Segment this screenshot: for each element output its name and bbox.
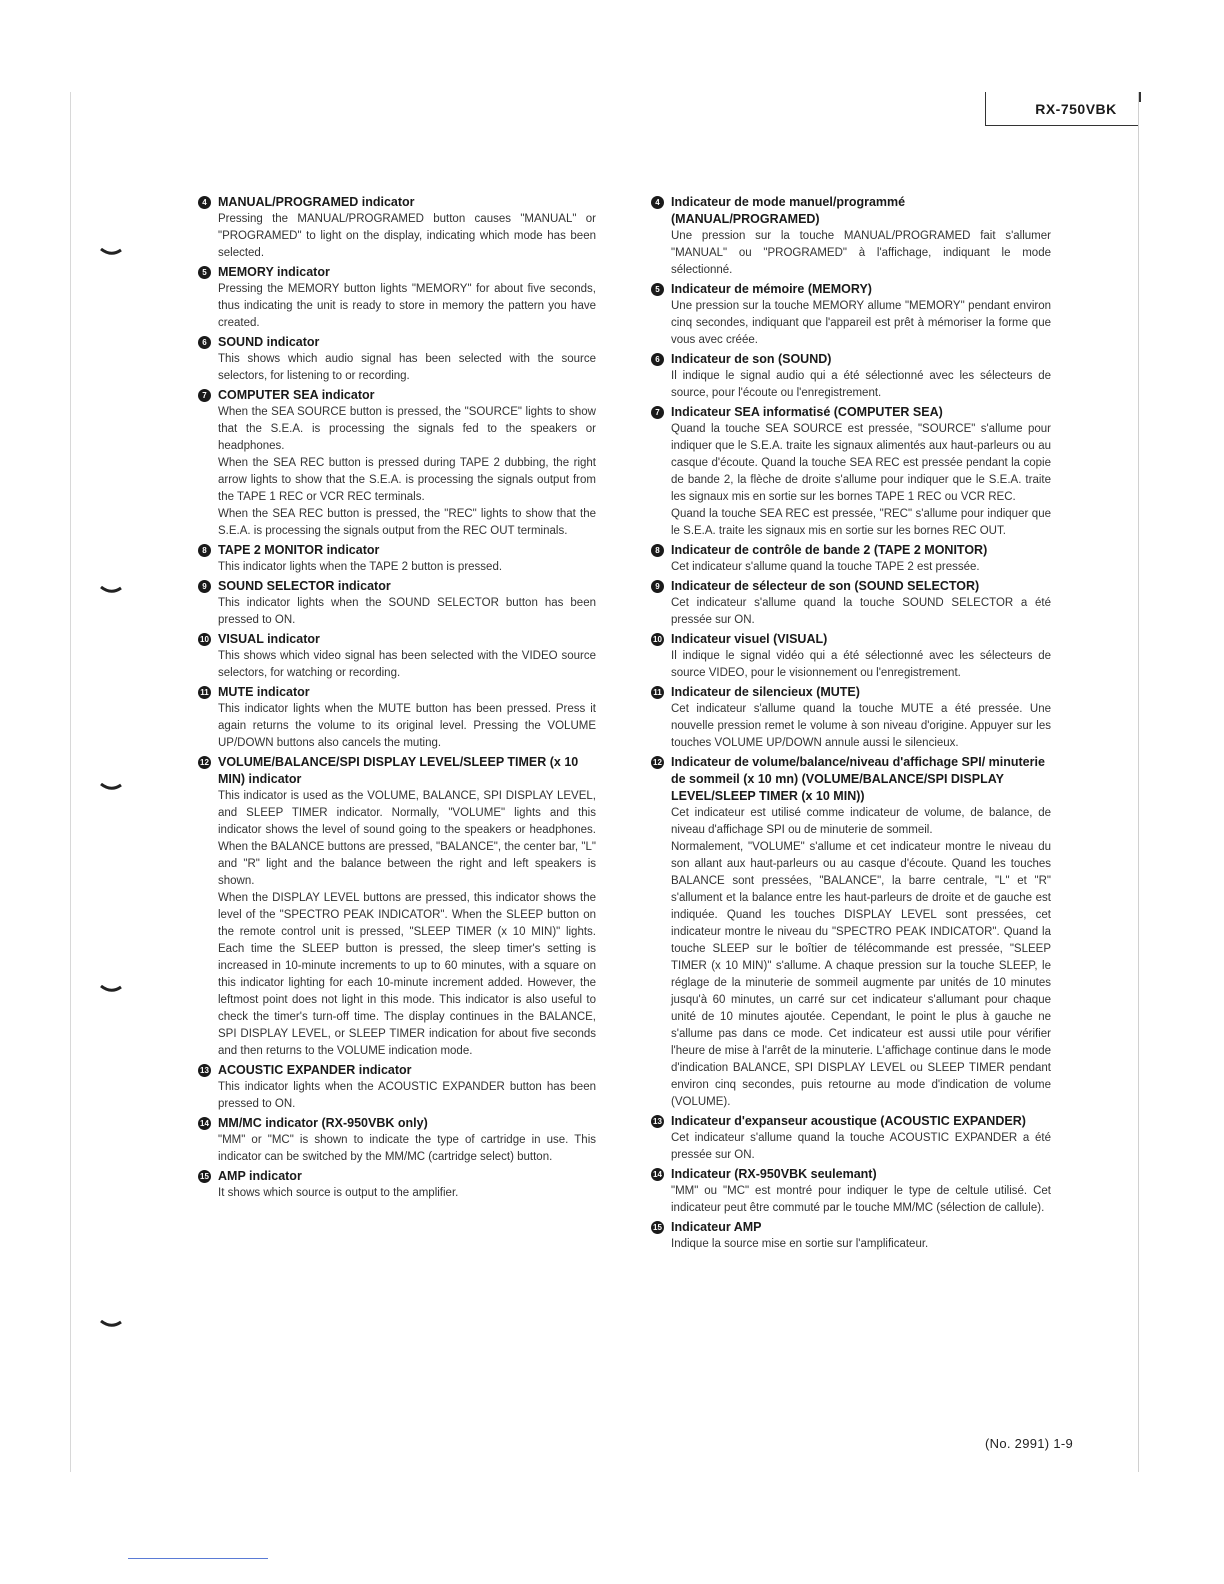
description-paragraph: Pressing the MEMORY button lights "MEMORY" for about five seconds, thus indicating the unit is ready to store in memory the pattern you have created. — [218, 283, 596, 329]
indicator-heading — [198, 578, 596, 595]
item-number-badge: 9 — [198, 580, 211, 593]
indicator-title: Indicateur de mode manuel/programmé (MANUAL/PROGRAMED) — [671, 195, 906, 226]
indicator-title: MUTE indicator — [218, 685, 310, 699]
indicator-entry — [651, 1219, 1051, 1253]
indicator-title: MEMORY indicator — [218, 265, 330, 279]
binder-hole-mark — [100, 783, 122, 793]
indicator-description — [671, 595, 1051, 629]
indicator-heading — [198, 387, 596, 404]
indicator-entry — [651, 194, 1051, 279]
indicator-entry — [198, 631, 596, 682]
indicator-description — [671, 805, 1051, 1111]
binder-hole-mark — [100, 586, 122, 596]
indicator-heading — [198, 264, 596, 281]
indicator-entry — [198, 542, 596, 576]
item-number-badge: 13 — [198, 1064, 211, 1077]
indicator-description — [218, 211, 596, 262]
indicator-heading — [198, 684, 596, 701]
description-paragraph: "MM" or "MC" is shown to indicate the type of cartridge in use. This indicator can be switched by the MM/MC (cartridge select) button. — [218, 1134, 596, 1163]
indicator-description — [218, 281, 596, 332]
page-number: (No. 2991) 1-9 — [985, 1436, 1074, 1451]
description-paragraph: This indicator lights when the SOUND SELECTOR button has been pressed to ON. — [218, 597, 596, 626]
indicator-heading — [198, 194, 596, 211]
description-paragraph: Cet indicateur est utilisé comme indicateur de volume, de balance, de niveau d'affichage SPI ou de minuterie de sommeil. — [671, 807, 1051, 836]
item-number-badge: 6 — [651, 353, 664, 366]
item-number-badge: 15 — [651, 1221, 664, 1234]
indicator-entry — [198, 684, 596, 752]
item-number-badge: 11 — [198, 686, 211, 699]
item-number-badge: 10 — [651, 633, 664, 646]
indicator-heading — [651, 404, 1051, 421]
indicator-description — [218, 1185, 596, 1202]
description-paragraph: Une pression sur la touche MEMORY allume "MEMORY" pendant environ cinq secondes, indiquant que l'appareil est prêt à mémoriser la forme que vous avec créée. — [671, 300, 1051, 346]
indicator-title: Indicateur de contrôle de bande 2 (TAPE 2 MONITOR) — [671, 543, 988, 557]
indicator-heading — [651, 1113, 1051, 1130]
item-number-badge: 7 — [198, 389, 211, 402]
indicator-title: Indicateur de sélecteur de son (SOUND SELECTOR) — [671, 579, 980, 593]
description-paragraph: Cet indicateur s'allume quand la touche ACOUSTIC EXPANDER a été pressée sur ON. — [671, 1132, 1051, 1161]
indicator-heading — [651, 684, 1051, 701]
indicator-title: Indicateur SEA informatisé (COMPUTER SEA) — [671, 405, 943, 419]
description-paragraph: Indique la source mise en sortie sur l'amplificateur. — [671, 1238, 929, 1250]
binder-hole-mark — [100, 248, 122, 258]
item-number-badge: 14 — [198, 1117, 211, 1130]
item-number-badge: 4 — [651, 196, 664, 209]
indicator-title: SOUND SELECTOR indicator — [218, 579, 391, 593]
page-edge-right — [1138, 92, 1139, 1472]
indicator-heading — [651, 754, 1051, 805]
indicator-entry — [651, 754, 1051, 1111]
indicator-heading — [651, 578, 1051, 595]
item-number-badge: 5 — [198, 266, 211, 279]
indicator-heading — [651, 542, 1051, 559]
indicator-description — [218, 648, 596, 682]
indicator-heading — [651, 351, 1051, 368]
indicator-description — [218, 351, 596, 385]
indicator-entry — [651, 404, 1051, 540]
description-paragraph: Quand la touche SEA REC est pressée, "REC" s'allume pour indiquer que le S.E.A. traite les signaux mis en sortie sur les bornes REC OUT. — [671, 508, 1051, 537]
description-paragraph: This shows which audio signal has been selected with the source selectors, for listening to or recording. — [218, 353, 596, 382]
indicator-description — [671, 1130, 1051, 1164]
indicator-heading — [651, 1166, 1051, 1183]
indicator-heading — [198, 754, 596, 788]
description-paragraph: "MM" ou "MC" est montré pour indiquer le type de celtule utilisé. Cet indicateur peut être commuté par le touche MM/MC (sélection de callule). — [671, 1185, 1051, 1214]
indicator-title: VOLUME/BALANCE/SPI DISPLAY LEVEL/SLEEP TIMER (x 10 MIN) indicator — [218, 755, 579, 786]
indicator-title: Indicateur de son (SOUND) — [671, 352, 832, 366]
indicator-entry — [198, 334, 596, 385]
description-paragraph: Il indique le signal audio qui a été sélectionné avec les sélecteurs de source, pour l'écoute ou l'enregistrement. — [671, 370, 1051, 399]
indicator-description — [218, 559, 596, 576]
indicator-entry — [651, 631, 1051, 682]
description-paragraph: When the DISPLAY LEVEL buttons are pressed, this indicator shows the level of the "SPECTRO PEAK INDICATOR". When the SLEEP button on the remote control unit is pressed, "SLEEP TIMER (x 10 MIN)" lights. Each time the SLEEP button is pressed, the sleep timer's setting is increased in 10-minute increments to up to 60 minutes, with a square on this indicator lighting for each 10-minute increment added. However, the leftmost point does not light in this mode. This indicator is also useful to check the timer's turn-off time. The display continues in the BALANCE, SPI DISPLAY LEVEL, or SLEEP TIMER indication for about five seconds and then returns to the VOLUME indication mode. — [218, 892, 596, 1057]
indicator-entry — [198, 1062, 596, 1113]
indicator-heading — [198, 1115, 596, 1132]
indicator-description — [671, 228, 1051, 279]
indicator-entry — [651, 351, 1051, 402]
indicator-title: SOUND indicator — [218, 335, 320, 349]
description-paragraph: Cet indicateur s'allume quand la touche SOUND SELECTOR a été pressée sur ON. — [671, 597, 1051, 626]
indicator-description — [218, 595, 596, 629]
description-paragraph: It shows which source is output to the amplifier. — [218, 1187, 459, 1199]
description-paragraph: Normalement, "VOLUME" s'allume et cet indicateur montre le niveau du son allant aux haut-parleurs ou au casque d'écoute. Quand les touches BALANCE sont pressées, "BALANCE", la barre centrale, "L" et "R" s'allument et la balance entre les haut-parleurs de droite et de gauche est indiquée. Quand les touches DISPLAY LEVEL sont pressées, cet indicateur montre le niveau du "SPECTRO PEAK INDICATOR". Quand la touche SLEEP sur le boîtier de télécommande est pressée, "SLEEP TIMER (x 10 MIN)" s'allume. A chaque pression sur la touche SLEEP, le réglage de la minuterie de sommeil augmente par unités de 10 minutes jusqu'à 60 minutes, un carré sur cet indicateur s'allumant pour chaque unité de 10 minutes ajoutée. Cependant, le point le plus à gauche ne s'allume pas dans ce mode. Cet indicateur est aussi utile pour vérifier l'heure de mise à l'arrêt de la minuterie. L'affichage continue dans le mode d'indication BALANCE, SPI DISPLAY LEVEL ou SLEEP TIMER pendant environ cinq secondes, puis retourne au mode d'indication de volume (VOLUME). — [671, 841, 1051, 1108]
description-paragraph: When the SEA SOURCE button is pressed, the "SOURCE" lights to show that the S.E.A. is processing the signals fed to the speakers or headphones. — [218, 406, 596, 452]
binder-hole-mark — [100, 985, 122, 995]
indicator-entry — [651, 684, 1051, 752]
indicator-title: Indicateur visuel (VISUAL) — [671, 632, 828, 646]
item-number-badge: 9 — [651, 580, 664, 593]
french-column — [651, 194, 1051, 1255]
indicator-entry — [651, 542, 1051, 576]
indicator-description — [218, 701, 596, 752]
indicator-entry — [651, 578, 1051, 629]
indicator-description — [671, 298, 1051, 349]
indicator-title: VISUAL indicator — [218, 632, 320, 646]
indicator-title: Indicateur d'expanseur acoustique (ACOUSTIC EXPANDER) — [671, 1114, 1026, 1128]
description-paragraph: When the SEA REC button is pressed during TAPE 2 dubbing, the right arrow lights to show that the S.E.A. is processing the signals output from the TAPE 1 REC or VCR REC terminals. — [218, 457, 596, 503]
indicator-description — [671, 559, 1051, 576]
item-number-badge: 15 — [198, 1170, 211, 1183]
binder-hole-mark — [100, 1320, 122, 1330]
indicator-entry — [198, 1168, 596, 1202]
english-column — [198, 194, 596, 1204]
description-paragraph: This indicator lights when the TAPE 2 button is pressed. — [218, 561, 503, 573]
indicator-heading — [651, 631, 1051, 648]
indicator-heading — [651, 1219, 1051, 1236]
indicator-heading — [198, 631, 596, 648]
indicator-title: Indicateur AMP — [671, 1220, 762, 1234]
indicator-heading — [651, 194, 1051, 228]
item-number-badge: 12 — [198, 756, 211, 769]
indicator-description — [218, 404, 596, 540]
item-number-badge: 11 — [651, 686, 664, 699]
description-paragraph: Quand la touche SEA SOURCE est pressée, "SOURCE" s'allume pour indiquer que le S.E.A. traite les signaux alimentés aux haut-parleurs ou au casque d'écoute. Quand la touche SEA REC est pressée pendant la copie de bande 2, la flèche de droite s'allume pour indiquer que le S.E.A. traite les signaux mis en sortie sur les bornes TAPE 1 REC ou VCR REC. — [671, 423, 1051, 503]
description-paragraph: Pressing the MANUAL/PROGRAMED button causes "MANUAL" or "PROGRAMED" to light on the display, indicating which mode has been selected. — [218, 213, 596, 259]
indicator-heading — [198, 334, 596, 351]
description-paragraph: This shows which video signal has been selected with the VIDEO source selectors, for watching or recording. — [218, 650, 596, 679]
indicator-entry — [198, 194, 596, 262]
corner-tick — [1139, 92, 1141, 102]
page-edge-left — [70, 92, 71, 1472]
description-paragraph: Il indique le signal vidéo qui a été sélectionné avec les sélecteurs de source VIDEO, pour le visionnement ou l'enregistrement. — [671, 650, 1051, 679]
item-number-badge: 13 — [651, 1115, 664, 1128]
indicator-description — [671, 1236, 1051, 1253]
description-paragraph: This indicator lights when the ACOUSTIC EXPANDER button has been pressed to ON. — [218, 1081, 596, 1110]
indicator-title: Indicateur (RX-950VBK seulemant) — [671, 1167, 877, 1181]
indicator-entry — [651, 1113, 1051, 1164]
indicator-title: Indicateur de volume/balance/niveau d'affichage SPI/ minuterie de sommeil (x 10 mn) (VOLUME/BALANCE/SPI DISPLAY LEVEL/SLEEP TIMER (x 10 MIN)) — [671, 755, 1045, 803]
indicator-title: Indicateur de mémoire (MEMORY) — [671, 282, 872, 296]
indicator-entry — [651, 1166, 1051, 1217]
indicator-entry — [198, 264, 596, 332]
indicator-heading — [198, 542, 596, 559]
indicator-title: TAPE 2 MONITOR indicator — [218, 543, 380, 557]
indicator-heading — [198, 1168, 596, 1185]
description-paragraph: This indicator lights when the MUTE button has been pressed. Press it again returns the volume to its original level. Pressing the VOLUME UP/DOWN buttons also cancels the muting. — [218, 703, 596, 749]
indicator-heading — [651, 281, 1051, 298]
item-number-badge: 8 — [651, 544, 664, 557]
item-number-badge: 8 — [198, 544, 211, 557]
indicator-title: AMP indicator — [218, 1169, 302, 1183]
item-number-badge: 4 — [198, 196, 211, 209]
indicator-title: MANUAL/PROGRAMED indicator — [218, 195, 415, 209]
indicator-entry — [198, 387, 596, 540]
item-number-badge: 6 — [198, 336, 211, 349]
indicator-description — [218, 1132, 596, 1166]
indicator-title: ACOUSTIC EXPANDER indicator — [218, 1063, 412, 1077]
item-number-badge: 10 — [198, 633, 211, 646]
description-paragraph: When the SEA REC button is pressed, the "REC" lights to show that the S.E.A. is processing the signals output from the REC OUT terminals. — [218, 508, 596, 537]
indicator-description — [218, 1079, 596, 1113]
indicator-description — [671, 421, 1051, 540]
indicator-entry — [198, 578, 596, 629]
footer-rule — [128, 1558, 268, 1559]
indicator-description — [218, 788, 596, 1060]
indicator-entry — [198, 1115, 596, 1166]
indicator-entry — [651, 281, 1051, 349]
description-paragraph: Cet indicateur s'allume quand la touche TAPE 2 est pressée. — [671, 561, 980, 573]
indicator-description — [671, 368, 1051, 402]
item-number-badge: 7 — [651, 406, 664, 419]
indicator-heading — [198, 1062, 596, 1079]
item-number-badge: 14 — [651, 1168, 664, 1181]
indicator-title: COMPUTER SEA indicator — [218, 388, 375, 402]
description-paragraph: Cet indicateur s'allume quand la touche MUTE a été pressée. Une nouvelle pression remet le volume à son niveau d'origine. Appuyer sur les touches VOLUME UP/DOWN annule aussi le silencieux. — [671, 703, 1051, 749]
indicator-title: Indicateur de silencieux (MUTE) — [671, 685, 860, 699]
indicator-entry — [198, 754, 596, 1060]
description-paragraph: Une pression sur la touche MANUAL/PROGRAMED fait s'allumer "MANUAL" ou "PROGRAMED" à l'affichage, indiquant le mode sélectionné. — [671, 230, 1051, 276]
indicator-description — [671, 701, 1051, 752]
indicator-title: MM/MC indicator (RX-950VBK only) — [218, 1116, 428, 1130]
indicator-description — [671, 1183, 1051, 1217]
item-number-badge: 5 — [651, 283, 664, 296]
model-number-header: RX-750VBK — [985, 92, 1138, 126]
description-paragraph: This indicator is used as the VOLUME, BALANCE, SPI DISPLAY LEVEL, and SLEEP TIMER indicator. Normally, "VOLUME" lights and this indicator shows the level of sound going to the speakers or headphones. When the BALANCE buttons are pressed, "BALANCE", the center bar, "L" and "R" light and the balance between the right and left speakers is shown. — [218, 790, 596, 887]
indicator-description — [671, 648, 1051, 682]
item-number-badge: 12 — [651, 756, 664, 769]
